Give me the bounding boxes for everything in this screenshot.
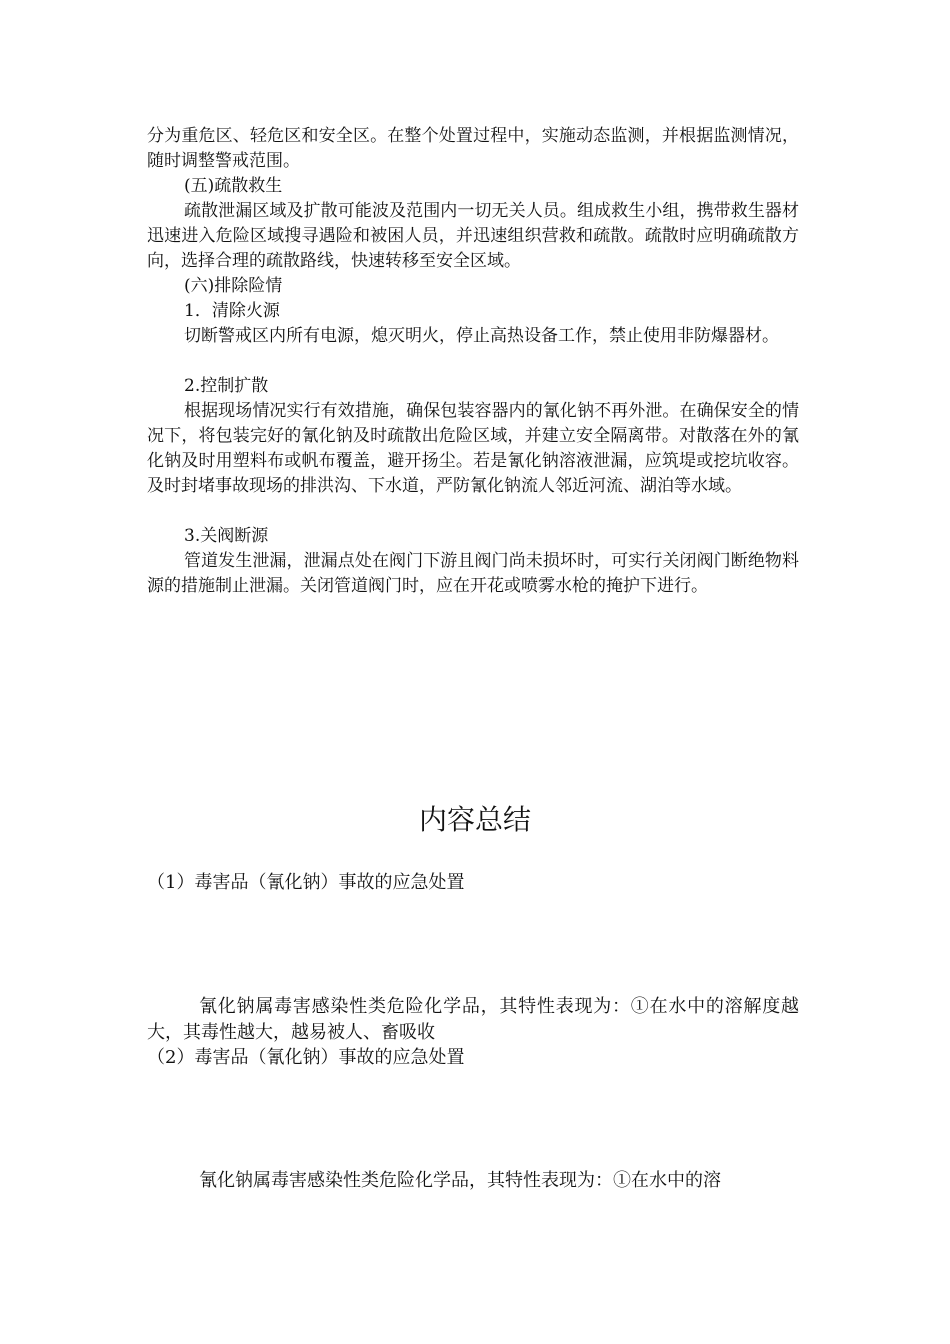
paragraph-warning-zones: 分为重危区、轻危区和安全区。在整个处置过程中，实施动态监测，并根据监测情况，随时调整警戒范围。: [147, 126, 799, 171]
summary-item-2-text: 氰化钠属毒害感染性类危险化学品，其特性表现为：①在水中的溶: [199, 1170, 721, 1191]
summary-item-1-title: （1）毒害品（氰化钠）事故的应急处置: [147, 872, 465, 893]
paragraph-clear-fire-source: 切断警戒区内所有电源，熄灭明火，停止高热设备工作，禁止使用非防爆器材。: [184, 326, 779, 346]
heading-evacuation-rescue: (五)疏散救生: [184, 176, 283, 196]
paragraph-evacuation: 疏散泄漏区域及扩散可能波及范围内一切无关人员。组成救生小组，携带救生器材迅速进入危险区域搜寻遇险和被困人员，并迅速组织营救和疏散。疏散时应明确疏散方向，选择合理的疏散路线，快速转移至安全区域。: [147, 201, 799, 271]
summary-heading: 内容总结: [418, 803, 531, 836]
summary-item-1-text: 氰化钠属毒害感染性类危险化学品，其特性表现为：①在水中的溶解度越大，其毒性越大，越易被人、畜吸收: [147, 996, 799, 1043]
heading-eliminate-danger: (六)排除险情: [184, 276, 283, 296]
subheading-control-spread: 2.控制扩散: [184, 376, 269, 396]
paragraph-close-valve: 管道发生泄漏，泄漏点处在阀门下游且阀门尚未损坏时，可实行关闭阀门断绝物料源的措施制止泄漏。关闭管道阀门时，应在开花或喷雾水枪的掩护下进行。: [147, 551, 799, 596]
subheading-close-valve: 3.关阀断源: [184, 526, 269, 546]
paragraph-control-spread: 根据现场情况实行有效措施，确保包装容器内的氰化钠不再外泄。在确保安全的情况下，将包装完好的氰化钠及时疏散出危险区域，并建立安全隔离带。对散落在外的氰化钠及时用塑料布或帆布覆盖，避开扬尘。若是氰化钠溶液泄漏，应筑堤或挖坑收容。及时封堵事故现场的排洪沟、下水道，严防氰化钠流人邻近河流、湖泊等水域。: [147, 401, 799, 496]
summary-item-2-title: （2）毒害品（氰化钠）事故的应急处置: [147, 1047, 465, 1068]
subheading-clear-fire-source: 1．清除火源: [184, 301, 280, 321]
